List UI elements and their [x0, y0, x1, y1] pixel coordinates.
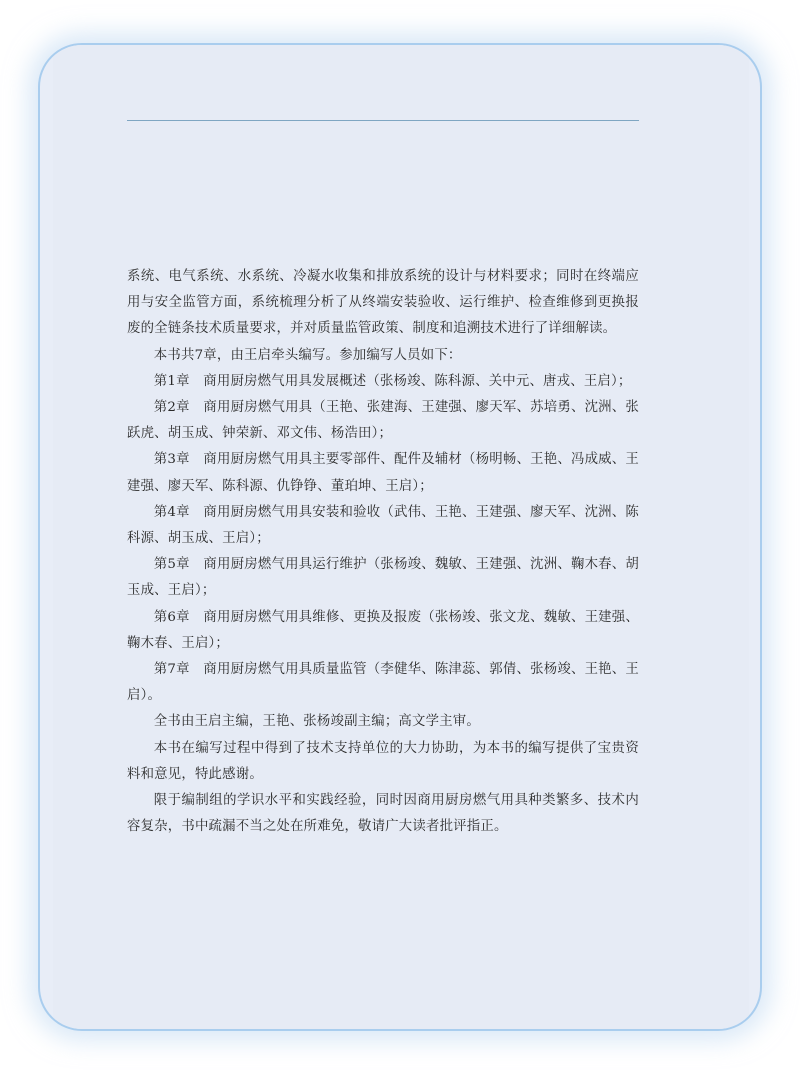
chapter-credit-4: 第4章 商用厨房燃气用具安装和验收（武伟、王艳、王建强、廖天军、沈洲、陈科源、胡玉成、王启）； — [127, 504, 639, 547]
header-rule — [127, 120, 639, 121]
paragraph-editors: 全书由王启主编，王艳、张杨竣副主编；高文学主审。 — [153, 714, 480, 730]
chapter-credit-2: 第2章 商用厨房燃气用具（王艳、张建海、王建强、廖天军、苏培勇、沈洲、张跃虎、胡玉成、钟荣新、邓文伟、杨浩田）； — [127, 400, 639, 442]
paragraph-authors-intro: 本书共7章，由王启牵头编写。参加编写人员如下： — [153, 347, 462, 363]
paragraph-continuation: 系统、电气系统、水系统、冷凝水收集和排放系统的设计与材料要求；同时在终端应用与安全监管方面，系统梳理分析了从终端安装验收、运行维护、检查维修到更换报废的全链条技术质量要求，并对质量监管政策、制度和追溯技术进行了详细解读。 — [127, 269, 639, 337]
body-text — [127, 264, 639, 840]
chapter-credit-7: 第7章 商用厨房燃气用具质量监管（李健华、陈津蕊、郭倩、张杨竣、王艳、王启）。 — [127, 662, 639, 704]
paragraph-disclaimer: 限于编制组的学识水平和实践经验，同时因商用厨房燃气用具种类繁多、技术内容复杂，书中疏漏不当之处在所难免，敬请广大读者批评指正。 — [127, 793, 639, 835]
chapter-credit-5: 第5章 商用厨房燃气用具运行维护（张杨竣、魏敏、王建强、沈洲、鞠木春、胡玉成、王启）； — [127, 557, 639, 599]
chapter-credit-6: 第6章 商用厨房燃气用具维修、更换及报废（张杨竣、张文龙、魏敏、王建强、鞠木春、王启）； — [127, 609, 639, 651]
paragraph-acknowledgement: 本书在编写过程中得到了技术支持单位的大力协助，为本书的编写提供了宝贵资料和意见，特此感谢。 — [127, 740, 639, 782]
chapter-credit-3: 第3章 商用厨房燃气用具主要零部件、配件及辅材（杨明畅、王艳、冯成威、王建强、廖天军、陈科源、仇铮铮、董珀坤、王启）； — [127, 452, 639, 494]
chapter-credit-1: 第1章 商用厨房燃气用具发展概述（张杨竣、陈科源、关中元、唐戎、王启）； — [153, 373, 632, 389]
